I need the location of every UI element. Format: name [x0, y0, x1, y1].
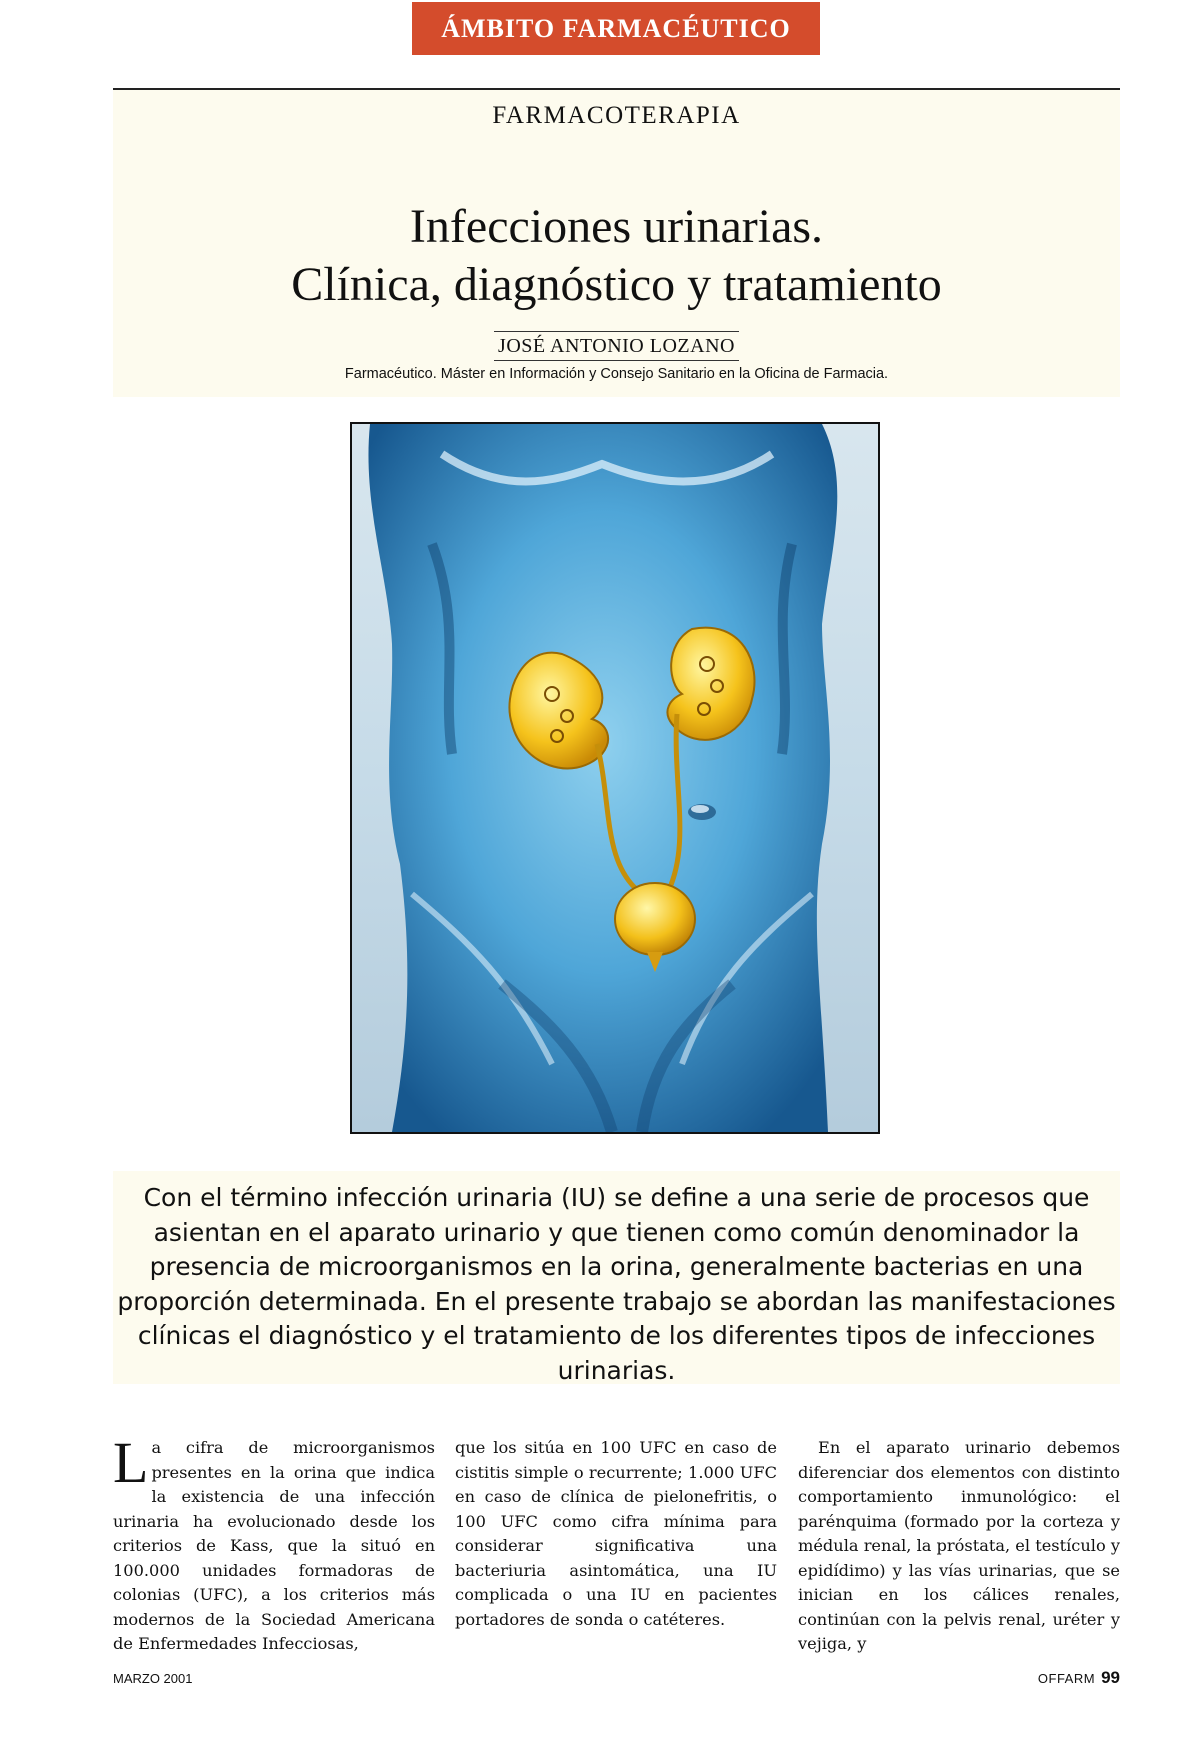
title-line-1: Infecciones urinarias.	[409, 200, 824, 253]
section-label: FARMACOTERAPIA	[492, 102, 741, 129]
article-title	[113, 198, 1120, 314]
journal-name: OFFARM	[1037, 1671, 1096, 1686]
column-1-text: a cifra de microorganismos presentes en la orina que indica la existencia de una infección urinaria ha evolucionado desde los criterios de Kass, que la situó en 100.000 unidades formadoras de colonias (UFC), a los criterios más modernos de la Sociedad Americana de Enfermedades Infecciosas,	[113, 1438, 435, 1653]
article-header	[113, 90, 1120, 397]
page-number: 99	[1101, 1668, 1120, 1687]
title-line-2: Clínica, diagnóstico y tratamiento	[291, 258, 942, 311]
author-affiliation: Farmacéutico. Máster en Información y Consejo Sanitario en la Oficina de Farmacia.	[344, 366, 889, 382]
abstract-text: Con el término infección urinaria (IU) se define a una serie de procesos que asientan en el aparato urinario y que tienen como común denominador la presencia de microorganismos en la orina, generalmente bacterias en una proporción determinada. En el presente trabajo se abordan las manifestaciones clínicas el diagnóstico y el tratamiento de los diferentes tipos de infecciones urinarias.	[117, 1183, 1116, 1385]
body-column-3: En el aparato urinario debemos diferenciar dos elementos con distinto comportamiento inmunológico: el parénquima (formado por la corteza y médula renal, la próstata, el testículo y epidídimo) y las vías urinarias, que se inician en los cálices renales, continúan con la pelvis renal, uréter y vejiga, y	[798, 1438, 1120, 1653]
author-block	[113, 331, 1120, 361]
body-column-2: que los sitúa en 100 UFC en caso de cistitis simple o recurrente; 1.000 UFC en caso de clínica de pielonefritis, o 100 UFC como cifra mínima para considerar significativa una bacteriuria asintomática, una IU complicada o una IU en pacientes portadores de sonda o catéteres.	[455, 1438, 777, 1629]
torso-illustration-icon	[352, 424, 878, 1132]
abstract-box	[113, 1171, 1120, 1384]
author-name: JOSÉ ANTONIO LOZANO	[494, 331, 739, 361]
section-banner: ÁMBITO FARMACÉUTICO	[412, 2, 820, 55]
drop-cap: L	[113, 1430, 149, 1495]
urinary-tract-illustration	[350, 422, 880, 1134]
footer-journal	[1038, 1668, 1120, 1688]
body-column-1	[113, 1430, 435, 1657]
footer-date: MARZO 2001	[113, 1671, 193, 1686]
